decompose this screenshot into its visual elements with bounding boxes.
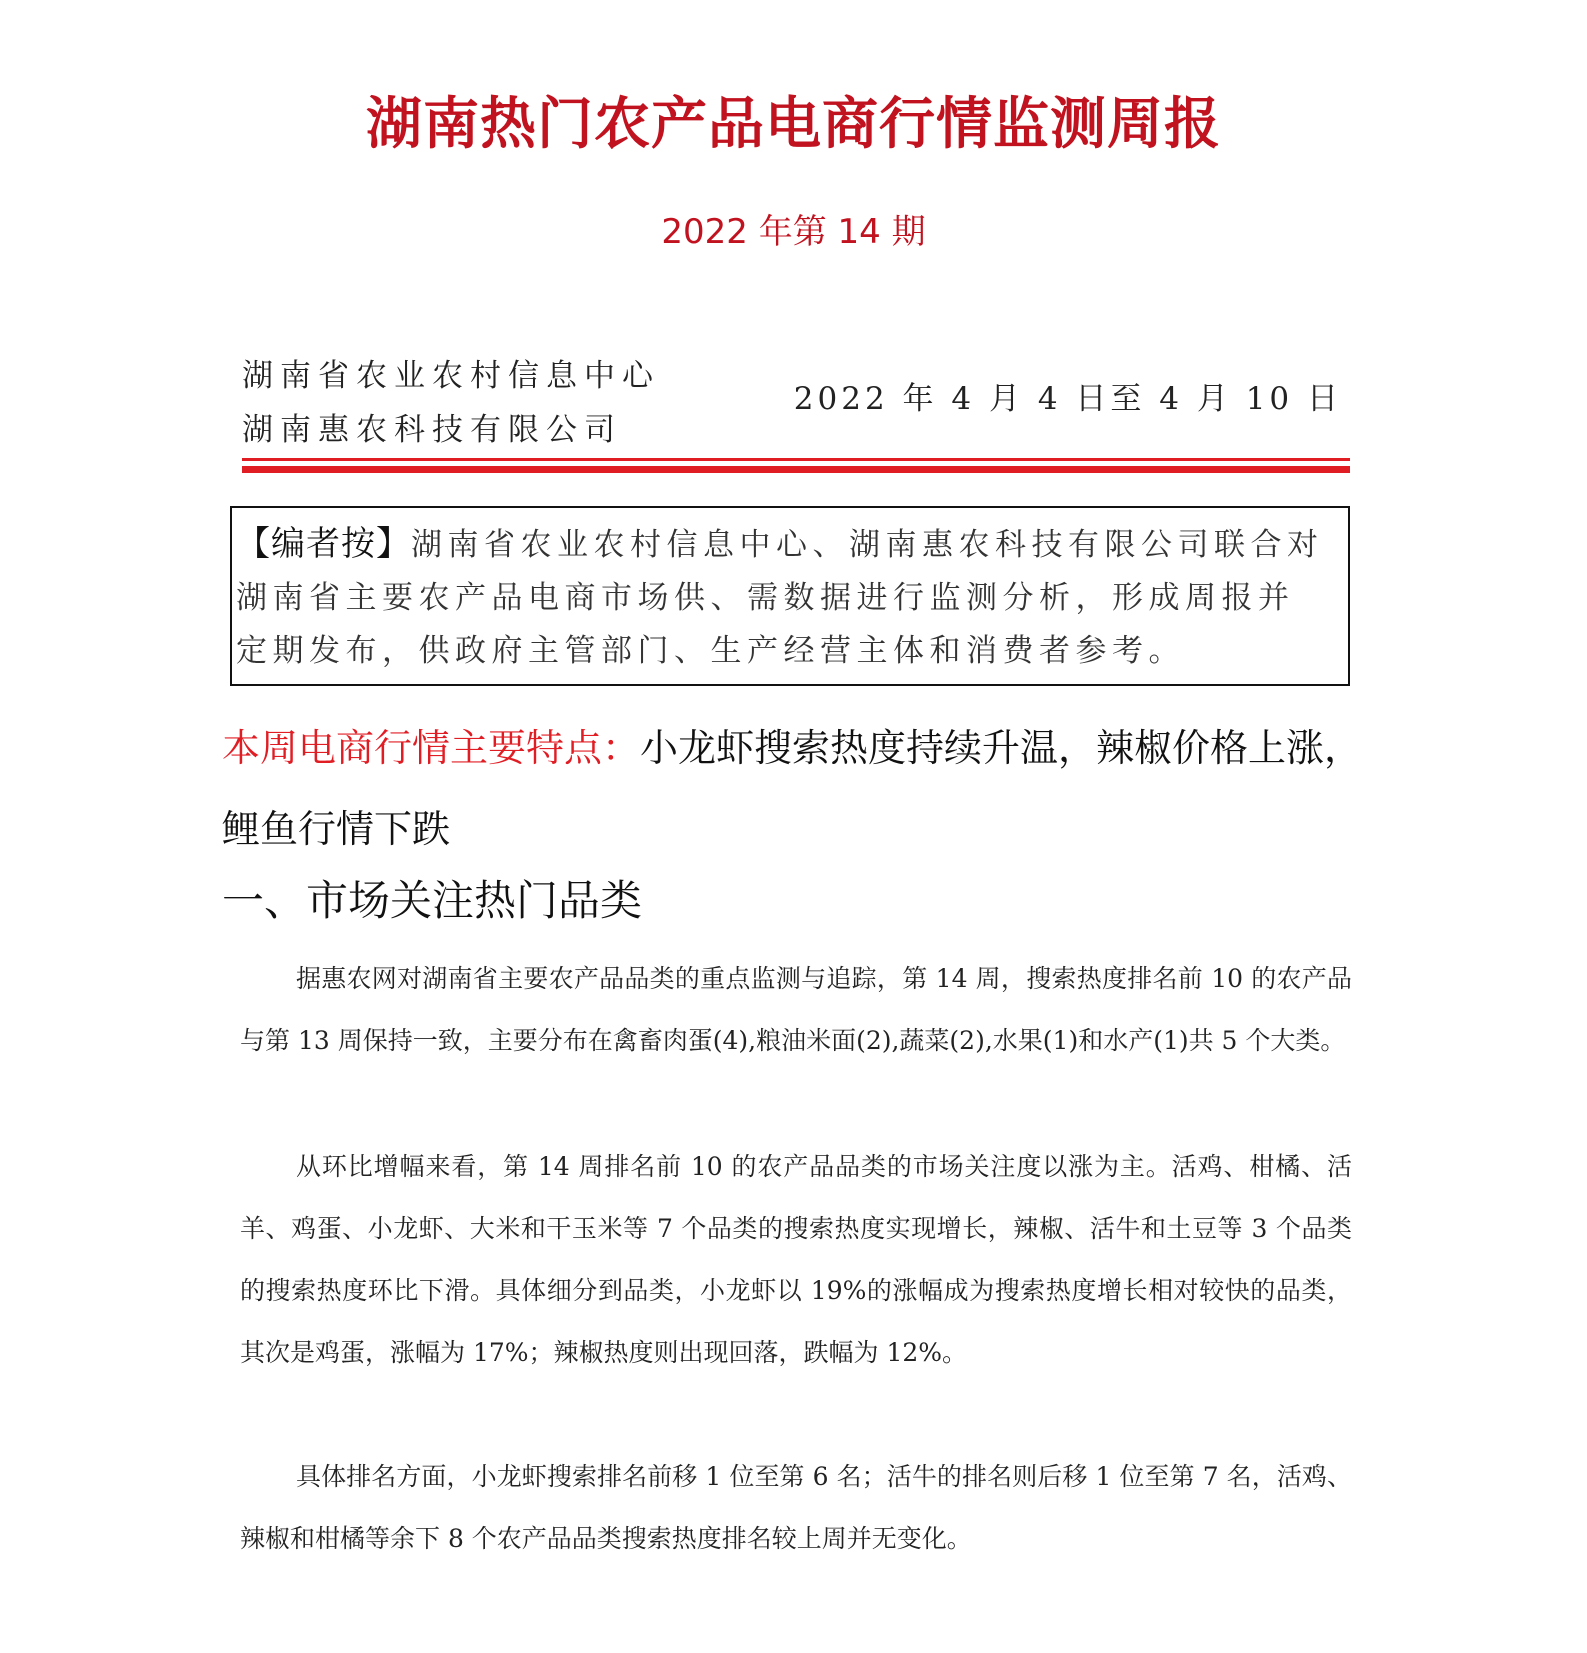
report-title: 湖南热门农产品电商行情监测周报 xyxy=(366,91,1221,157)
header-divider-thin xyxy=(242,458,1350,461)
highlights-label: 本周电商行情主要特点： xyxy=(222,726,641,770)
body-paragraph-3: 具体排名方面，小龙虾搜索排名前移 1 位至第 6 名；活牛的排名则后移 1 位至第 7 名，活鸡、辣椒和柑橘等余下 8 个农产品品类搜索热度排名较上周并无变化。 xyxy=(240,1462,1352,1553)
highlights-text: 小龙虾搜索热度持续升温，辣椒价格上涨，鲤鱼行情下跌 xyxy=(222,726,1363,851)
editor-note-label: 【编者按】 xyxy=(236,524,411,564)
body-paragraph-1: 据惠农网对湖南省主要农产品品类的重点监测与追踪，第 14 周，搜索热度排名前 10 的农产品与第 13 周保持一致，主要分布在禽畜肉蛋(4),粮油米面(2),蔬菜(2),水果(1)和水产(1)共 5 个大类。 xyxy=(240,964,1352,1055)
editor-note-box xyxy=(230,506,1350,686)
weekly-highlights xyxy=(222,708,1392,870)
issue-number: 2022 年第 14 期 xyxy=(661,212,926,252)
publisher-org-1: 湖南省农业农村信息中心 xyxy=(242,358,660,394)
header-divider-thick xyxy=(242,466,1350,473)
date-range: 2022 年 4 月 4 日至 4 月 10 日 xyxy=(793,381,1342,417)
editor-note-text: 湖南省农业农村信息中心、湖南惠农科技有限公司联合对湖南省主要农产品电商市场供、需数据进行监测分析，形成周报并定期发布，供政府主管部门、生产经营主体和消费者参考。 xyxy=(236,527,1324,669)
publisher-org-2: 湖南惠农科技有限公司 xyxy=(242,412,622,448)
section-heading: 一、市场关注热门品类 xyxy=(222,876,643,925)
body-paragraph-2: 从环比增幅来看，第 14 周排名前 10 的农产品品类的市场关注度以涨为主。活鸡、柑橘、活羊、鸡蛋、小龙虾、大米和干玉米等 7 个品类的搜索热度实现增长，辣椒、活牛和土豆等 3 个品类的搜索热度环比下滑。具体细分到品类，小龙虾以 19%的涨幅成为搜索热度增长相对较快的品类，其次是鸡蛋，涨幅为 17%；辣椒热度则出现回落，跌幅为 12%。 xyxy=(240,1152,1352,1367)
